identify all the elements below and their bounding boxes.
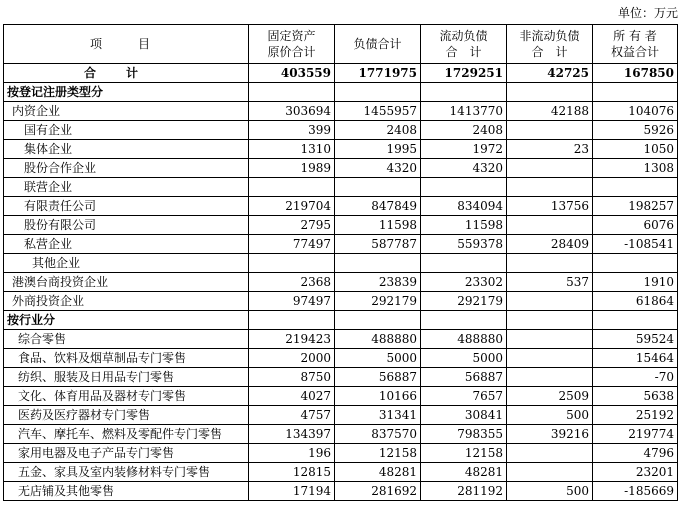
- section-row: [4, 311, 678, 330]
- header-noncurrent-liabilities: 非流动负债 合 计: [507, 25, 593, 64]
- cell-fixed-assets: 399: [249, 121, 335, 140]
- cell-owners-equity: 5638: [593, 387, 678, 406]
- cell-fixed-assets: [249, 83, 335, 102]
- cell-total-liabilities: 837570: [335, 425, 421, 444]
- cell-total-liabilities: 1455957: [335, 102, 421, 121]
- cell-current-liabilities: 1972: [421, 140, 507, 159]
- table-row: [4, 178, 678, 197]
- cell-fixed-assets: 17194: [249, 482, 335, 501]
- header-fixed-assets: 固定资产 原价合计: [249, 25, 335, 64]
- row-label: 合计: [4, 64, 249, 83]
- row-label: 有限责任公司: [4, 197, 249, 216]
- cell-current-liabilities: 11598: [421, 216, 507, 235]
- table-row: [4, 425, 678, 444]
- cell-total-liabilities: 1995: [335, 140, 421, 159]
- cell-current-liabilities: [421, 311, 507, 330]
- cell-noncurrent-liabilities: 537: [507, 273, 593, 292]
- cell-noncurrent-liabilities: [507, 159, 593, 178]
- header-total-liabilities: 负债合计: [335, 25, 421, 64]
- cell-fixed-assets: 219423: [249, 330, 335, 349]
- cell-current-liabilities: 12158: [421, 444, 507, 463]
- row-label: 联营企业: [4, 178, 249, 197]
- cell-owners-equity: 6076: [593, 216, 678, 235]
- cell-fixed-assets: [249, 311, 335, 330]
- cell-total-liabilities: 23839: [335, 273, 421, 292]
- cell-current-liabilities: 488880: [421, 330, 507, 349]
- cell-owners-equity: 198257: [593, 197, 678, 216]
- cell-noncurrent-liabilities: 13756: [507, 197, 593, 216]
- cell-fixed-assets: 1310: [249, 140, 335, 159]
- row-label: 港澳台商投资企业: [4, 273, 249, 292]
- cell-current-liabilities: 798355: [421, 425, 507, 444]
- cell-total-liabilities: 12158: [335, 444, 421, 463]
- cell-fixed-assets: [249, 178, 335, 197]
- cell-current-liabilities: 1729251: [421, 64, 507, 83]
- table-row: [4, 387, 678, 406]
- cell-owners-equity: 61864: [593, 292, 678, 311]
- cell-fixed-assets: 97497: [249, 292, 335, 311]
- row-label: 食品、饮料及烟草制品专门零售: [4, 349, 249, 368]
- cell-total-liabilities: [335, 311, 421, 330]
- row-label: 外商投资企业: [4, 292, 249, 311]
- row-label: 国有企业: [4, 121, 249, 140]
- cell-noncurrent-liabilities: 42725: [507, 64, 593, 83]
- cell-total-liabilities: 281692: [335, 482, 421, 501]
- cell-noncurrent-liabilities: [507, 254, 593, 273]
- cell-fixed-assets: 4027: [249, 387, 335, 406]
- cell-owners-equity: 1050: [593, 140, 678, 159]
- header-current-liabilities: 流动负债 合 计: [421, 25, 507, 64]
- cell-total-liabilities: 48281: [335, 463, 421, 482]
- cell-current-liabilities: 2408: [421, 121, 507, 140]
- table-row: [4, 273, 678, 292]
- cell-noncurrent-liabilities: [507, 368, 593, 387]
- cell-noncurrent-liabilities: [507, 292, 593, 311]
- cell-total-liabilities: [335, 178, 421, 197]
- cell-current-liabilities: 5000: [421, 349, 507, 368]
- table-row: [4, 368, 678, 387]
- cell-total-liabilities: [335, 254, 421, 273]
- cell-owners-equity: [593, 311, 678, 330]
- cell-owners-equity: 167850: [593, 64, 678, 83]
- cell-noncurrent-liabilities: [507, 444, 593, 463]
- table-row: [4, 159, 678, 178]
- cell-noncurrent-liabilities: 500: [507, 406, 593, 425]
- cell-owners-equity: 104076: [593, 102, 678, 121]
- cell-total-liabilities: 31341: [335, 406, 421, 425]
- cell-current-liabilities: 834094: [421, 197, 507, 216]
- cell-current-liabilities: 559378: [421, 235, 507, 254]
- cell-fixed-assets: 303694: [249, 102, 335, 121]
- cell-owners-equity: 5926: [593, 121, 678, 140]
- cell-noncurrent-liabilities: [507, 463, 593, 482]
- table-row: [4, 406, 678, 425]
- cell-fixed-assets: 196: [249, 444, 335, 463]
- cell-noncurrent-liabilities: [507, 311, 593, 330]
- row-label: 纺织、服装及日用品专门零售: [4, 368, 249, 387]
- cell-noncurrent-liabilities: [507, 330, 593, 349]
- row-label: 股份合作企业: [4, 159, 249, 178]
- row-label: 五金、家具及室内装修材料专门零售: [4, 463, 249, 482]
- cell-total-liabilities: 587787: [335, 235, 421, 254]
- row-label: 家用电器及电子产品专门零售: [4, 444, 249, 463]
- header-owners-equity: 所 有 者 权益合计: [593, 25, 678, 64]
- table-row: [4, 254, 678, 273]
- cell-total-liabilities: 488880: [335, 330, 421, 349]
- cell-current-liabilities: 30841: [421, 406, 507, 425]
- cell-owners-equity: [593, 254, 678, 273]
- cell-current-liabilities: 4320: [421, 159, 507, 178]
- table-row: [4, 444, 678, 463]
- cell-fixed-assets: [249, 254, 335, 273]
- cell-noncurrent-liabilities: [507, 216, 593, 235]
- cell-noncurrent-liabilities: [507, 349, 593, 368]
- cell-fixed-assets: 219704: [249, 197, 335, 216]
- cell-fixed-assets: 2368: [249, 273, 335, 292]
- row-label: 汽车、摩托车、燃料及零配件专门零售: [4, 425, 249, 444]
- cell-current-liabilities: 7657: [421, 387, 507, 406]
- cell-noncurrent-liabilities: 23: [507, 140, 593, 159]
- row-label: 医药及医疗器材专门零售: [4, 406, 249, 425]
- row-label: 综合零售: [4, 330, 249, 349]
- cell-total-liabilities: 4320: [335, 159, 421, 178]
- cell-current-liabilities: 292179: [421, 292, 507, 311]
- row-label: 私营企业: [4, 235, 249, 254]
- table-row: [4, 216, 678, 235]
- statistics-table: [3, 24, 678, 501]
- table-row: [4, 102, 678, 121]
- cell-noncurrent-liabilities: 39216: [507, 425, 593, 444]
- cell-fixed-assets: 2795: [249, 216, 335, 235]
- cell-total-liabilities: 292179: [335, 292, 421, 311]
- row-label: 股份有限公司: [4, 216, 249, 235]
- row-label: 内资企业: [4, 102, 249, 121]
- cell-fixed-assets: 2000: [249, 349, 335, 368]
- row-label: 按行业分: [4, 311, 249, 330]
- section-row: [4, 83, 678, 102]
- cell-noncurrent-liabilities: [507, 178, 593, 197]
- cell-owners-equity: 25192: [593, 406, 678, 425]
- table-row: [4, 330, 678, 349]
- cell-current-liabilities: [421, 178, 507, 197]
- cell-noncurrent-liabilities: [507, 83, 593, 102]
- cell-owners-equity: -70: [593, 368, 678, 387]
- unit-label: 单位：万元: [617, 6, 678, 20]
- cell-total-liabilities: 56887: [335, 368, 421, 387]
- row-label: 其他企业: [4, 254, 249, 273]
- cell-owners-equity: 219774: [593, 425, 678, 444]
- cell-owners-equity: 23201: [593, 463, 678, 482]
- cell-total-liabilities: 2408: [335, 121, 421, 140]
- table-row: [4, 197, 678, 216]
- cell-fixed-assets: 4757: [249, 406, 335, 425]
- cell-owners-equity: 59524: [593, 330, 678, 349]
- table-row: [4, 292, 678, 311]
- cell-current-liabilities: 1413770: [421, 102, 507, 121]
- cell-current-liabilities: [421, 83, 507, 102]
- table-row: [4, 482, 678, 501]
- cell-total-liabilities: 847849: [335, 197, 421, 216]
- header-row: [4, 25, 678, 64]
- cell-noncurrent-liabilities: 500: [507, 482, 593, 501]
- cell-total-liabilities: 11598: [335, 216, 421, 235]
- table-row: [4, 140, 678, 159]
- cell-fixed-assets: 403559: [249, 64, 335, 83]
- cell-fixed-assets: 12815: [249, 463, 335, 482]
- cell-owners-equity: [593, 83, 678, 102]
- total-row: [4, 64, 678, 83]
- cell-fixed-assets: 8750: [249, 368, 335, 387]
- header-item: 项 目: [4, 25, 249, 64]
- cell-total-liabilities: 5000: [335, 349, 421, 368]
- cell-owners-equity: 4796: [593, 444, 678, 463]
- cell-fixed-assets: 77497: [249, 235, 335, 254]
- cell-owners-equity: -185669: [593, 482, 678, 501]
- cell-current-liabilities: 56887: [421, 368, 507, 387]
- cell-current-liabilities: 48281: [421, 463, 507, 482]
- row-label: 文化、体育用品及器材专门零售: [4, 387, 249, 406]
- cell-current-liabilities: 281192: [421, 482, 507, 501]
- cell-fixed-assets: 134397: [249, 425, 335, 444]
- cell-noncurrent-liabilities: [507, 121, 593, 140]
- cell-noncurrent-liabilities: 42188: [507, 102, 593, 121]
- cell-current-liabilities: 23302: [421, 273, 507, 292]
- cell-owners-equity: 1910: [593, 273, 678, 292]
- cell-total-liabilities: [335, 83, 421, 102]
- table-row: [4, 463, 678, 482]
- cell-owners-equity: -108541: [593, 235, 678, 254]
- cell-owners-equity: [593, 178, 678, 197]
- cell-total-liabilities: 1771975: [335, 64, 421, 83]
- table-row: [4, 235, 678, 254]
- cell-fixed-assets: 1989: [249, 159, 335, 178]
- cell-noncurrent-liabilities: 28409: [507, 235, 593, 254]
- cell-owners-equity: 15464: [593, 349, 678, 368]
- cell-noncurrent-liabilities: 2509: [507, 387, 593, 406]
- row-label: 按登记注册类型分: [4, 83, 249, 102]
- table-row: [4, 121, 678, 140]
- table-row: [4, 349, 678, 368]
- cell-current-liabilities: [421, 254, 507, 273]
- cell-total-liabilities: 10166: [335, 387, 421, 406]
- cell-owners-equity: 1308: [593, 159, 678, 178]
- row-label: 集体企业: [4, 140, 249, 159]
- row-label: 无店铺及其他零售: [4, 482, 249, 501]
